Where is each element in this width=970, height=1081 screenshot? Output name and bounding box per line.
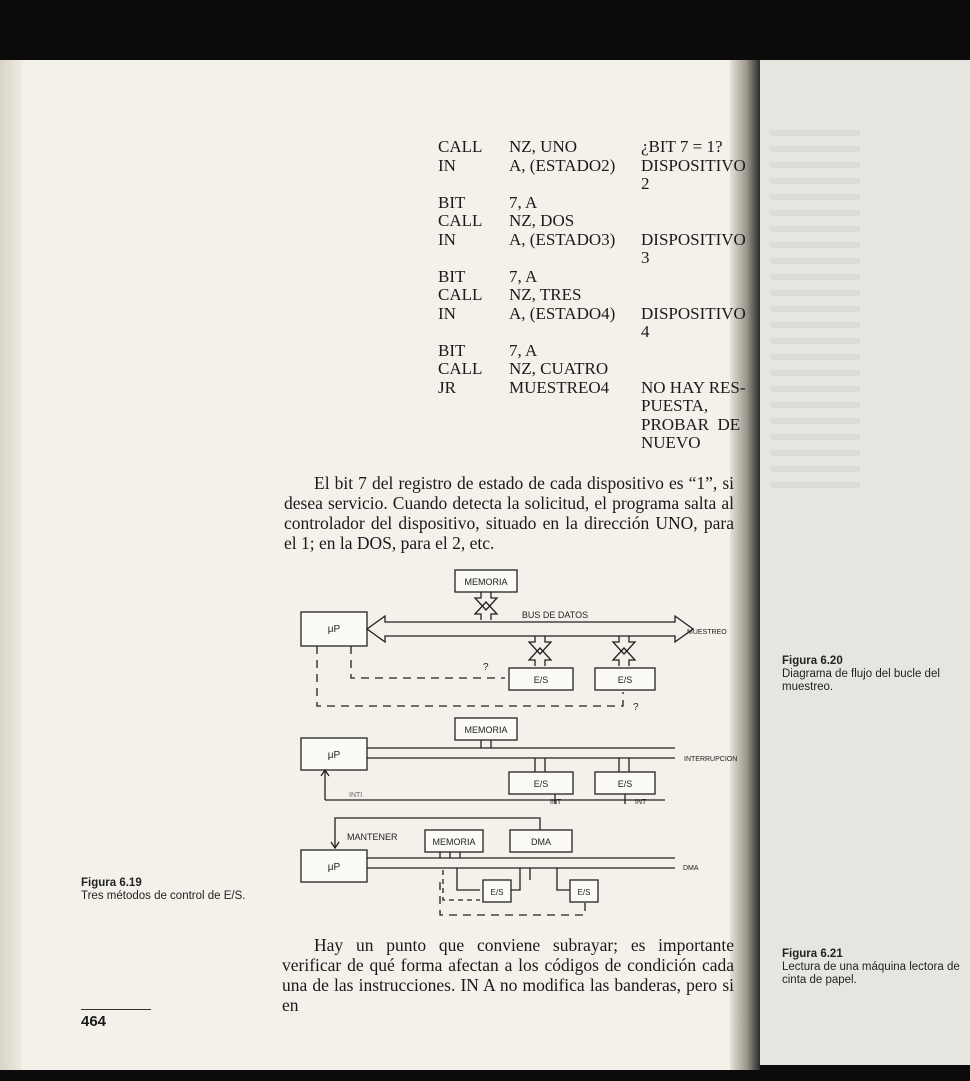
figure-6-19-text: Tres métodos de control de E/S. xyxy=(81,890,246,902)
d2-es1-label: E/S xyxy=(533,779,549,789)
code-instructions: CALL IN BIT CALL IN BIT CALL IN BIT CALL JR xyxy=(438,137,483,397)
figure-6-21-text: Lectura de una máquina lectora de cinta de papel. xyxy=(782,961,960,986)
d3-dma-bus-label: DMA xyxy=(683,865,699,872)
page-edge xyxy=(0,60,22,1070)
figure-6-21-title: Figura 6.21 xyxy=(782,948,843,960)
d1-up-label: μP xyxy=(327,624,341,635)
paragraph-status-bit: El bit 7 del registro de estado de cada dispositivo es “1”, si desea servicio. Cuando detecta la solicitud, el programa salta al controlador del dispositivo, situado en la dirección UNO, para el 1; en la DOS, para el 2, etc. xyxy=(284,473,734,553)
figure-6-20-text: Diagrama de flujo del bucle del muestreo. xyxy=(782,668,940,693)
page-number: 464 xyxy=(81,1013,107,1030)
paragraph-condition-codes: Hay un punto que conviene subrayar; es importante verificar de qué forma afectan a los códigos de condición cada una de las instrucciones. IN A no modifica las banderas, pero si en xyxy=(282,935,734,1015)
d2-up-label: μP xyxy=(327,750,341,761)
figure-6-19-caption xyxy=(81,877,267,903)
d3-memoria-label: MEMORIA xyxy=(432,837,476,847)
right-page xyxy=(760,60,970,1065)
figure-6-21-caption xyxy=(782,948,968,987)
d1-memoria-label: MEMORIA xyxy=(464,577,508,587)
d1-bus-label: BUS DE DATOS xyxy=(521,610,589,620)
code-operands: NZ, UNO A, (ESTADO2) 7, A NZ, DOS A, (ESTADO3) 7, A NZ, TRES A, (ESTADO4) 7, A NZ, CUATRO MUESTREO4 xyxy=(509,137,616,397)
d3-dma-box-label: DMA xyxy=(531,837,551,847)
d1-muestreo-label: MUESTREO xyxy=(687,629,727,636)
d2-es2-label: E/S xyxy=(617,779,633,789)
figure-6-20-caption xyxy=(782,655,968,694)
bleed-through-text xyxy=(770,130,860,490)
page-number-rule xyxy=(81,1009,151,1010)
d2-int1-label: INT xyxy=(550,799,562,806)
d1-es2-label: E/S xyxy=(617,675,633,685)
d2-memoria-label: MEMORIA xyxy=(464,725,508,735)
d1-es1-label: E/S xyxy=(533,675,549,685)
d3-up-label: μP xyxy=(327,862,341,873)
d3-mantener-label: MANTENER xyxy=(347,832,398,842)
d2-inti-label: INTI xyxy=(349,792,363,799)
d1-question-1: ? xyxy=(483,662,489,673)
code-comments: ¿BIT 7 = 1? DISPOSITIVO 2 DISPOSITIVO 3 DISPOSITIVO 4 NO HAY RES- PUESTA, PROBAR DE NUEVO xyxy=(641,137,746,452)
d2-int2-label: INT xyxy=(635,799,647,806)
d1-question-2: ? xyxy=(633,702,639,713)
d3-es1-label: E/S xyxy=(490,888,504,897)
figure-6-19-title: Figura 6.19 xyxy=(81,877,142,889)
figure-6-20-title: Figura 6.20 xyxy=(782,655,843,667)
io-control-diagram xyxy=(295,560,745,920)
d3-es2-label: E/S xyxy=(577,888,591,897)
d2-interrupcion-label: INTERRUPCION xyxy=(684,756,738,763)
